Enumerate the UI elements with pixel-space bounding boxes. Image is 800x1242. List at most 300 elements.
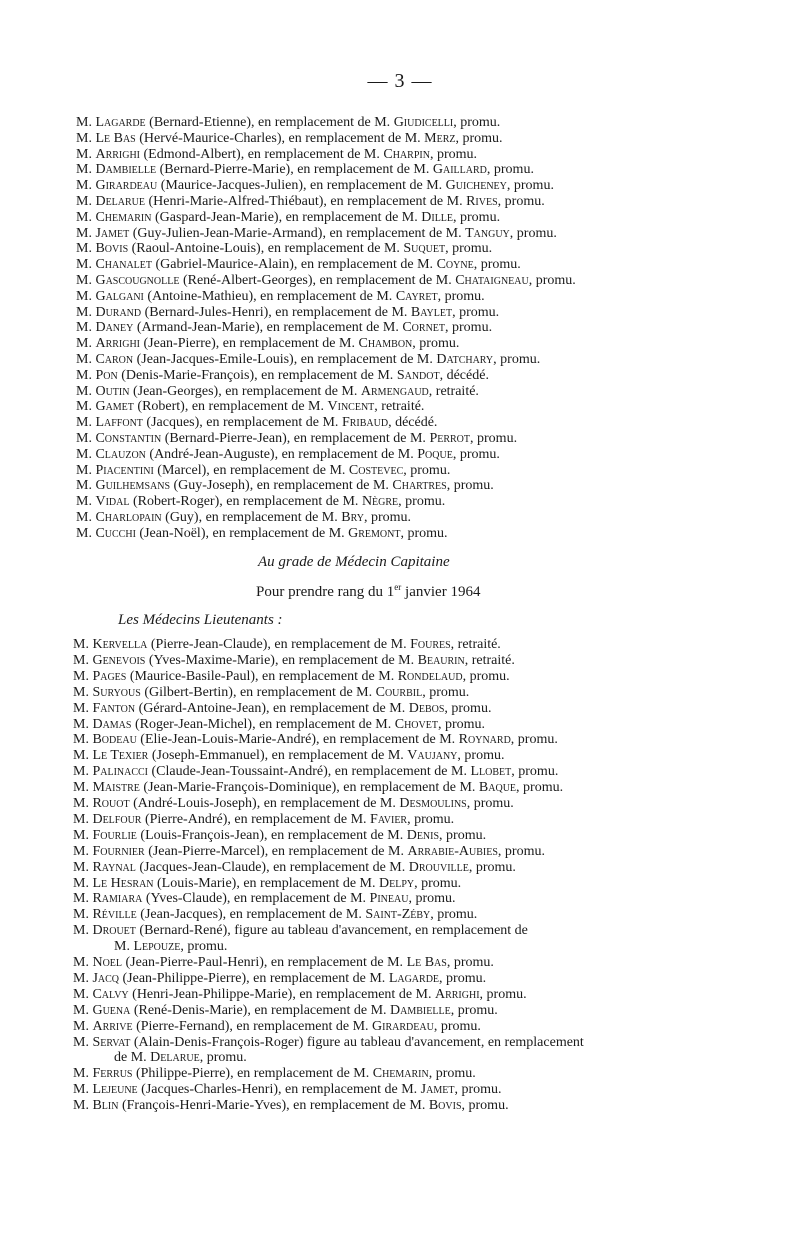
status-text: , promu.	[511, 764, 559, 780]
officer-details: (Armand-Jean-Marie), en remplacement de M.	[136, 320, 399, 336]
officer-name: Réville	[92, 907, 137, 923]
title-text: M.	[73, 1034, 89, 1050]
status-text: , promu.	[470, 431, 518, 446]
status-text: , décédé.	[388, 415, 438, 431]
officer-name: Lejeune	[92, 1082, 138, 1098]
replaced-name: Arrabie-Aubies	[407, 843, 498, 859]
status-text: , promu.	[439, 827, 487, 843]
status-text: , promu.	[468, 859, 516, 875]
replaced-name: Jamet	[420, 1082, 455, 1098]
replaced-name: Fribaud	[341, 415, 389, 431]
officer-name: Drouet	[92, 923, 136, 939]
status-text: , promu.	[363, 510, 412, 525]
list-item	[76, 289, 485, 305]
title-text: M.	[73, 891, 89, 907]
status-text: , promu.	[493, 352, 541, 367]
officer-name: Dambielle	[95, 162, 157, 178]
title-text: M.	[76, 352, 92, 367]
officer-name: Durand	[95, 304, 142, 320]
replaced-name: Le Bas	[406, 955, 447, 970]
status-text: , promu.	[433, 1018, 481, 1034]
replaced-name: Coyne	[436, 257, 474, 273]
list-item	[73, 717, 485, 733]
officer-name: Chanalet	[95, 257, 153, 273]
officer-details: (Jean-Noël), en remplacement de M.	[139, 525, 345, 541]
title-text: M.	[76, 162, 92, 178]
title-text: M.	[73, 923, 89, 939]
list-item	[73, 1003, 498, 1019]
replaced-name: Bry	[341, 510, 364, 525]
officer-name: Laffont	[95, 415, 143, 431]
status-text: , promu.	[414, 875, 462, 891]
status-text: , promu.	[400, 525, 448, 541]
officer-name: Fanton	[92, 700, 136, 716]
list-item	[76, 162, 534, 178]
list-item	[73, 860, 516, 876]
list-item	[76, 368, 489, 384]
officer-name: Raynal	[92, 859, 136, 875]
replaced-name: Debos	[408, 700, 445, 716]
officer-details: (André-Jean-Auguste), en remplacement de M.	[149, 446, 414, 462]
officer-name: Outin	[95, 383, 130, 399]
title-text: M.	[73, 1066, 89, 1082]
officer-details: (Hervé-Maurice-Charles), en remplacement de M.	[139, 130, 421, 146]
status-text: , promu.	[479, 986, 527, 1002]
title-text: M.	[73, 843, 89, 859]
replaced-name: Baque	[478, 780, 517, 796]
title-text: M.	[73, 748, 89, 764]
title-text: M.	[73, 796, 89, 811]
replaced-name: Suquet	[403, 241, 446, 257]
replaced-name: Tanguy	[465, 225, 510, 241]
status-text: , promu.	[452, 446, 500, 462]
status-text: , promu.	[497, 843, 545, 859]
replaced-name: Poque	[417, 446, 453, 462]
list-item	[76, 147, 477, 163]
replaced-name: Dille	[421, 209, 454, 225]
status-text: , promu.	[407, 811, 455, 827]
officer-details: (Gaspard-Jean-Marie), en remplacement de M.	[154, 209, 418, 225]
list-item	[76, 178, 554, 194]
replaced-name: Girardeau	[372, 1018, 434, 1034]
status-text: , promu.	[450, 1002, 498, 1018]
replaced-name: Chartres	[392, 478, 447, 494]
title-text: M.	[73, 700, 89, 716]
list-item	[73, 987, 527, 1003]
title-text: M.	[76, 510, 92, 525]
title-text: M.	[76, 273, 92, 288]
officer-details: (Roger-Jean-Michel), en remplacement de M.	[134, 716, 392, 732]
status-text: , promu.	[429, 146, 478, 162]
title-text: M.	[73, 1002, 89, 1018]
officer-details: M.	[114, 939, 130, 955]
list-item	[76, 384, 479, 400]
officer-details: (Antoine-Mathieu), en remplacement de M.	[147, 288, 393, 304]
officer-name: Fourlie	[92, 827, 137, 843]
officer-details: (Bernard-Pierre-Jean), en remplacement de M.	[164, 431, 426, 446]
list-item	[76, 241, 492, 257]
replaced-name: Rives	[466, 194, 498, 209]
officer-details: (André-Louis-Joseph), en remplacement de M.	[133, 796, 396, 811]
status-text: , promu.	[445, 241, 493, 257]
title-text: M.	[76, 225, 92, 241]
replaced-name: Courbil	[375, 684, 423, 700]
replaced-name: Dambielle	[390, 1002, 451, 1018]
status-text: , promu.	[516, 780, 564, 796]
list-item	[73, 701, 491, 717]
title-text: M.	[76, 241, 92, 257]
officer-details: (Jean-Pierre-Paul-Henri), en remplacement de M.	[125, 955, 404, 970]
officer-name: Genevois	[92, 652, 146, 668]
replaced-name: Vincent	[327, 399, 375, 415]
replaced-name: Favier	[370, 811, 408, 827]
title-text: M.	[73, 668, 89, 684]
title-text: M.	[76, 415, 92, 431]
replaced-name: Saint-Zéby	[365, 907, 431, 923]
officer-name: Guilhemsans	[95, 478, 171, 494]
list-item	[73, 828, 486, 844]
officer-details: (Gérard-Antoine-Jean), en remplacement de M.	[138, 700, 406, 716]
replaced-name: Baylet	[410, 304, 453, 320]
list-item	[73, 637, 501, 653]
replaced-name: Denis	[406, 827, 440, 843]
list-item	[73, 1082, 502, 1098]
officer-name: Guena	[92, 1002, 131, 1018]
officer-name: Charlopain	[95, 510, 162, 525]
list-item	[73, 1019, 481, 1035]
officer-name: Le Bas	[95, 130, 136, 146]
replaced-name: Drouville	[408, 859, 469, 875]
officer-details: (Jean-Pierre-Marcel), en remplacement de M.	[148, 843, 404, 859]
status-text: , promu.	[446, 955, 494, 970]
officer-name: Jamet	[95, 225, 130, 241]
officer-name: Constantin	[95, 431, 162, 446]
replaced-name: Desmoulins	[399, 796, 467, 811]
replaced-name: Merz	[424, 130, 456, 146]
status-text: , promu.	[506, 178, 554, 194]
title-text: M.	[76, 115, 92, 130]
title-text: M.	[76, 209, 92, 225]
officer-name: Le Texier	[92, 748, 149, 764]
status-text: , promu.	[528, 273, 576, 288]
officer-name: Rouot	[92, 796, 130, 811]
replaced-name: Delpy	[379, 875, 415, 891]
title-text: M.	[73, 859, 89, 875]
officer-details: (Philippe-Pierre), en remplacement de M.	[135, 1066, 370, 1082]
title-text: M.	[73, 1098, 89, 1114]
status-text: , promu.	[497, 194, 545, 209]
status-text: , promu.	[509, 225, 557, 241]
replaced-name: Chemarin	[372, 1066, 429, 1082]
officer-name: Piacentini	[95, 462, 154, 478]
status-text: , promu.	[408, 891, 456, 907]
officer-details: (Gilbert-Bertin), en remplacement de M.	[144, 684, 373, 700]
officer-details: (Jean-Pierre), en remplacement de M.	[143, 336, 355, 352]
replaced-name: Llobet	[470, 764, 512, 780]
officer-name: Daney	[95, 320, 134, 336]
officer-details: de M.	[114, 1050, 147, 1066]
officer-details: (Gabriel-Maurice-Alain), en remplacement de M.	[155, 257, 434, 273]
officer-details: (Guy), en remplacement de M.	[165, 510, 338, 525]
officer-details: (Jean-Marie-François-Dominique), en remplacement de M.	[143, 780, 476, 796]
title-text: M.	[76, 494, 92, 510]
title-text: M.	[73, 652, 89, 668]
officer-name: Pages	[92, 668, 127, 684]
title-text: M.	[73, 716, 89, 732]
officer-name: Vidal	[95, 494, 130, 510]
officer-name: Le Hesran	[92, 875, 154, 891]
list-item	[76, 336, 459, 352]
officer-details: (Marcel), en remplacement de M.	[157, 462, 346, 478]
status-text: , promu.	[428, 1066, 476, 1082]
replaced-name: Sandot	[396, 367, 440, 383]
officer-details: (Jacques-Charles-Henri), en remplacement de M.	[141, 1082, 418, 1098]
officer-details: (Jacques), en remplacement de M.	[146, 415, 339, 431]
title-text: M.	[73, 1018, 89, 1034]
list-item	[76, 352, 540, 368]
list-item	[73, 1035, 584, 1051]
list-item	[73, 796, 514, 812]
title-text: M.	[76, 178, 92, 194]
officer-details: (Jean-Jacques-Emile-Louis), en remplacement de M.	[136, 352, 433, 367]
status-text: , promu.	[510, 732, 558, 748]
status-text: , promu.	[446, 478, 494, 494]
status-text: , promu.	[452, 304, 500, 320]
title-text: M.	[73, 970, 89, 986]
officer-details: (Jean-Jacques), en remplacement de M.	[140, 907, 362, 923]
list-item	[76, 257, 521, 273]
grade-heading: Au grade de Médecin Capitaine	[258, 554, 450, 570]
title-text: M.	[76, 462, 92, 478]
replaced-name: Chambon	[358, 336, 413, 352]
officer-details: (Guy-Joseph), en remplacement de M.	[173, 478, 389, 494]
title-text: M.	[76, 320, 92, 336]
officer-name: Ferrus	[92, 1066, 133, 1082]
officer-name: Bodeau	[92, 732, 137, 748]
officer-details: (Pierre-Fernand), en remplacement de M.	[136, 1018, 369, 1034]
title-text: M.	[76, 367, 92, 383]
title-text: M.	[73, 1082, 89, 1098]
replaced-name: Gremont	[348, 525, 401, 541]
list-item	[73, 891, 456, 907]
title-text: M.	[76, 288, 92, 304]
list-item	[76, 305, 499, 321]
replaced-name: Nègre	[361, 494, 399, 510]
officer-details: (Henri-Marie-Alfred-Thiébaut), en remplacement de M.	[148, 194, 463, 209]
replaced-name: Cayret	[395, 288, 438, 304]
list-item	[76, 494, 445, 510]
officer-name: Maistre	[92, 780, 140, 796]
officer-name: Delfour	[92, 811, 142, 827]
officer-details: (Maurice-Jacques-Julien), en remplacement de M.	[160, 178, 443, 194]
list-item	[73, 844, 545, 860]
list-item	[76, 131, 503, 147]
replaced-name: Chovet	[394, 716, 438, 732]
title-text: M.	[76, 525, 92, 541]
list-item	[73, 907, 477, 923]
replaced-name: Beaurin	[417, 652, 465, 668]
page-number: — 3 —	[367, 70, 433, 92]
officer-details: (Bernard-Pierre-Marie), en remplacement de M.	[159, 162, 430, 178]
status-text: , promu.	[462, 668, 510, 684]
officer-details: (Jean-Philippe-Pierre), en remplacement de M.	[122, 970, 386, 986]
status-text: , promu.	[439, 970, 487, 986]
officer-name: Servat	[92, 1034, 131, 1050]
list-item	[76, 510, 411, 526]
officer-name: Arrive	[92, 1018, 133, 1034]
title-text: M.	[76, 257, 92, 273]
list-item	[73, 923, 528, 939]
replaced-name: Perrot	[429, 431, 471, 446]
officer-name: Lagarde	[95, 115, 146, 130]
title-text: M.	[73, 811, 89, 827]
replaced-name: Foures	[410, 637, 451, 652]
status-text: , promu.	[445, 320, 493, 336]
status-text: , promu.	[444, 700, 492, 716]
list-item	[73, 955, 494, 971]
list-item	[114, 939, 227, 955]
officer-name: Pon	[95, 367, 118, 383]
officer-name: Gamet	[95, 399, 134, 415]
status-text: , promu.	[398, 494, 446, 510]
list-item	[73, 764, 558, 780]
list-item	[73, 1066, 476, 1082]
list-item	[73, 685, 469, 701]
list-item	[73, 971, 486, 987]
status-text: , retraité.	[464, 652, 515, 668]
title-text: M.	[76, 130, 92, 146]
list-item	[73, 780, 563, 796]
list-item	[73, 1098, 509, 1114]
list-item	[73, 876, 461, 892]
status-text: , promu.	[403, 462, 451, 478]
replaced-name: Bovis	[428, 1098, 462, 1114]
replaced-name: Pineau	[369, 891, 409, 907]
status-text: , promu.	[457, 748, 505, 764]
officer-details: (Bernard-Etienne), en remplacement de M.	[149, 115, 391, 130]
status-text: , retraité.	[450, 637, 501, 652]
officer-details: (François-Henri-Marie-Yves), en remplacement de M.	[121, 1098, 426, 1114]
replaced-name: Rondelaud	[397, 668, 463, 684]
officer-details: (Louis-Marie), en remplacement de M.	[157, 875, 376, 891]
officer-name: Calvy	[92, 986, 129, 1002]
officer-name: Kervella	[92, 637, 148, 652]
title-text: M.	[73, 907, 89, 923]
list-item	[76, 478, 494, 494]
replaced-name: Delarue	[150, 1050, 200, 1066]
officer-name: Damas	[92, 716, 132, 732]
officer-name: Palinacci	[92, 764, 149, 780]
title-text: M.	[76, 399, 92, 415]
status-text: , promu.	[455, 130, 503, 146]
replaced-name: Vaujany	[407, 748, 458, 764]
title-text: M.	[73, 986, 89, 1002]
officer-details: (Louis-François-Jean), en remplacement de M.	[140, 827, 404, 843]
officer-details: (Guy-Julien-Jean-Marie-Armand), en remplacement de M.	[132, 225, 462, 241]
officer-details: (Yves-Maxime-Marie), en remplacement de M.	[148, 652, 415, 668]
officer-details: (Robert), en remplacement de M.	[137, 399, 324, 415]
status-text: , promu.	[461, 1098, 509, 1114]
replaced-name: Cornet	[402, 320, 446, 336]
officer-name: Ramiara	[92, 891, 143, 907]
status-text: , promu.	[453, 115, 501, 130]
title-text: M.	[73, 955, 89, 970]
replaced-name: Lagarde	[388, 970, 440, 986]
list-item	[76, 447, 500, 463]
replaced-name: Gaillard	[432, 162, 487, 178]
status-text: , promu.	[199, 1050, 247, 1066]
list-item	[73, 653, 515, 669]
list-item	[76, 194, 545, 210]
replaced-name: Roynard	[458, 732, 511, 748]
officer-name: Bovis	[95, 241, 129, 257]
officer-name: Caron	[95, 352, 134, 367]
officer-details: (Edmond-Albert), en remplacement de M.	[143, 146, 380, 162]
officer-details: (Elie-Jean-Louis-Marie-André), en remplacement de M.	[140, 732, 456, 748]
list-item	[76, 226, 557, 242]
status-text: , retraité.	[428, 383, 479, 399]
officer-details: (Jacques-Jean-Claude), en remplacement de M.	[139, 859, 406, 875]
title-text: M.	[76, 304, 92, 320]
title-text: M.	[76, 194, 92, 209]
status-text: , promu.	[422, 684, 470, 700]
list-item	[73, 669, 510, 685]
replaced-name: Armengaud	[360, 383, 429, 399]
title-text: M.	[76, 146, 92, 162]
officer-name: Galgani	[95, 288, 144, 304]
list-item	[76, 526, 448, 542]
status-text: , promu.	[466, 796, 514, 811]
officer-name: Cucchi	[95, 525, 136, 541]
status-text: , décédé.	[439, 367, 489, 383]
title-text: M.	[76, 431, 92, 446]
officer-details: (Joseph-Emmanuel), en remplacement de M.	[151, 748, 404, 764]
replaced-name: Costevec	[348, 462, 404, 478]
officer-name: Jacq	[92, 970, 120, 986]
officer-details: (René-Albert-Georges), en remplacement de M.	[182, 273, 452, 288]
replaced-name: Datchary	[436, 352, 494, 367]
list-item	[76, 431, 517, 447]
title-text: M.	[73, 827, 89, 843]
officer-details: (Pierre-Jean-Claude), en remplacement de M.	[150, 637, 407, 652]
list-item	[76, 273, 576, 289]
title-text: M.	[73, 764, 89, 780]
list-item	[73, 812, 454, 828]
status-text: , promu.	[473, 257, 521, 273]
officer-details: (Alain-Denis-François-Roger) figure au tableau d'avancement, en remplacement	[133, 1034, 584, 1050]
replaced-name: Charpin	[383, 146, 430, 162]
status-text: , promu.	[412, 336, 460, 352]
list-item	[76, 415, 437, 431]
list-item	[76, 463, 450, 479]
title-text: M.	[73, 732, 89, 748]
officer-details: (Maurice-Basile-Paul), en remplacement de M.	[129, 668, 395, 684]
officer-details: (Pierre-André), en remplacement de M.	[144, 811, 367, 827]
list-item	[73, 748, 504, 764]
officer-details: (Henri-Jean-Philippe-Marie), en remplacement de M.	[132, 986, 432, 1002]
title-text: M.	[76, 336, 92, 352]
officer-name: Girardeau	[95, 178, 158, 194]
officer-name: Blin	[92, 1098, 119, 1114]
status-text: , promu.	[437, 288, 485, 304]
replaced-name: Guicheney	[445, 178, 507, 194]
status-text: , promu.	[180, 939, 228, 955]
title-text: M.	[73, 780, 89, 796]
officer-details: (Jean-Georges), en remplacement de M.	[132, 383, 358, 399]
officer-details: (Bernard-Jules-Henri), en remplacement de M.	[144, 304, 408, 320]
replaced-name: Chataigneau	[455, 273, 529, 288]
list-item	[73, 732, 558, 748]
